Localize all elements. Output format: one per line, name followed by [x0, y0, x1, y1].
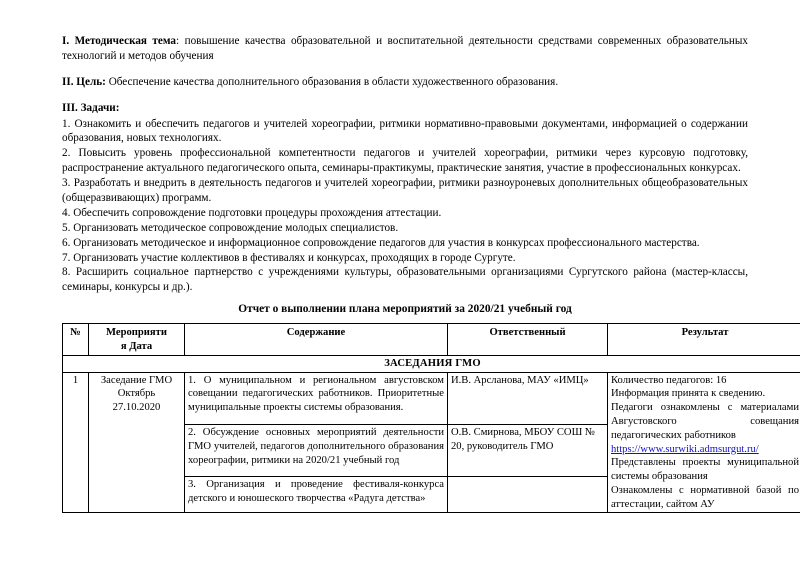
column-header-content: Содержание	[185, 324, 448, 356]
column-header-responsible: Ответственный	[448, 324, 608, 356]
task-item: 1. Ознакомить и обеспечить педагогов и учителей хореографии, ритмики нормативно-правовыми документами, информацией о содержании образования, новых технологиях.	[62, 117, 748, 145]
goal-paragraph	[62, 75, 748, 90]
table-section-label: ЗАСЕДАНИЯ ГМО	[63, 355, 800, 372]
result-link[interactable]: https://www.surwiki.admsurgut.ru/	[611, 443, 759, 455]
methodical-theme-paragraph	[62, 34, 748, 64]
task-item: 8. Расширить социальное партнерство с учреждениями культуры, образовательными организациями Сургутского района (мастер-классы, семинары, конкурсы и др.).	[62, 266, 748, 294]
result-line: Информация принята к сведению.	[611, 388, 766, 400]
methodical-theme-text: повышение качества образовательной и воспитательной деятельности средствами современных образовательных технологий и методов обучения	[62, 35, 748, 62]
task-item: 4. Обеспечить сопровождение подготовки процедуры прохождения аттестации.	[62, 206, 442, 219]
cell-content-item: 1. О муниципальном и региональном августовском совещании педагогических работников. Приоритетные муниципальные проекты системы образования.	[185, 372, 448, 424]
table-body	[63, 355, 800, 512]
cell-event	[89, 372, 185, 513]
task-item: 2. Повысить уровень профессиональной компетентности педагогов и учителей хореографии, ритмики через курсовую подготовку, распространение актуального педагогического опыта, семинары-практикумы, практические занятия, участие в профессиональных конкурсах.	[62, 147, 748, 175]
table-header-row	[63, 324, 800, 356]
report-table	[62, 323, 800, 513]
column-header-result: Результат	[608, 324, 800, 356]
column-header-event-line2: я Дата	[120, 341, 153, 353]
section-methodical-theme	[62, 34, 748, 64]
cell-event-line3: 27.10.2020	[112, 402, 161, 414]
task-item: 3. Разработать и внедрить в деятельность педагогов и учителей хореографии, ритмики разноуроневых дополнительных общеобразовательных (общеразвивающих) программ.	[62, 177, 748, 205]
column-header-event	[89, 324, 185, 356]
cell-content-item: 2. Обсуждение основных мероприятий деятельности ГМО учителей, педагогов дополнительного образования хореографии, ритмики на 2020/21 учебный год	[185, 425, 448, 477]
cell-responsible-item: И.В. Арсланова, МАУ «ИМЦ»	[448, 372, 608, 424]
cell-event-line1: Заседание ГМО	[100, 374, 173, 386]
section-goal	[62, 75, 748, 90]
task-item: 7. Организовать участие коллективов в фестивалях и конкурсах, проходящих в городе Сургуте.	[62, 251, 516, 264]
task-item: 6. Организовать методическое и информационное сопровождение педагогов для участия в конкурсах профессионального мастерства.	[62, 236, 700, 249]
column-header-event-line1: Мероприяти	[106, 327, 167, 339]
cell-content-item: 3. Организация и проведение фестиваля-конкурса детского и юношеского творчества «Радуга детства»	[185, 477, 448, 513]
cell-row-number: 1	[63, 372, 89, 513]
result-line: Представлены проекты муниципальной системы образования	[611, 457, 799, 483]
result-line: Количество педагогов: 16	[611, 374, 727, 386]
table-header	[63, 324, 800, 356]
report-title: Отчет о выполнении плана мероприятий за 2020/21 учебный год	[238, 303, 572, 316]
task-item: 5. Организовать методическое сопровождение молодых специалистов.	[62, 221, 399, 234]
cell-responsible-item	[448, 477, 608, 513]
methodical-theme-separator: :	[176, 35, 185, 47]
tasks-heading: III. Задачи:	[62, 101, 120, 114]
cell-event-line2: Октябрь	[117, 388, 156, 400]
section-tasks	[62, 101, 748, 296]
cell-result	[608, 372, 800, 513]
cell-responsible-item: О.В. Смирнова, МБОУ СОШ № 20, руководитель ГМО	[448, 425, 608, 477]
result-line: Педагоги ознакомлены с материалами Августовского совещания педагогических работников	[611, 402, 799, 441]
goal-label: II. Цель:	[62, 75, 106, 88]
table-row	[63, 372, 800, 424]
goal-text: Обеспечение качества дополнительного образования в области художественного образования.	[108, 75, 559, 88]
column-header-num: №	[63, 324, 89, 356]
table-section-row	[63, 355, 800, 372]
methodical-theme-label: I. Методическая тема	[62, 35, 177, 47]
result-line: Ознакомлены с нормативной базой по аттестации, сайтом АУ	[611, 484, 799, 510]
